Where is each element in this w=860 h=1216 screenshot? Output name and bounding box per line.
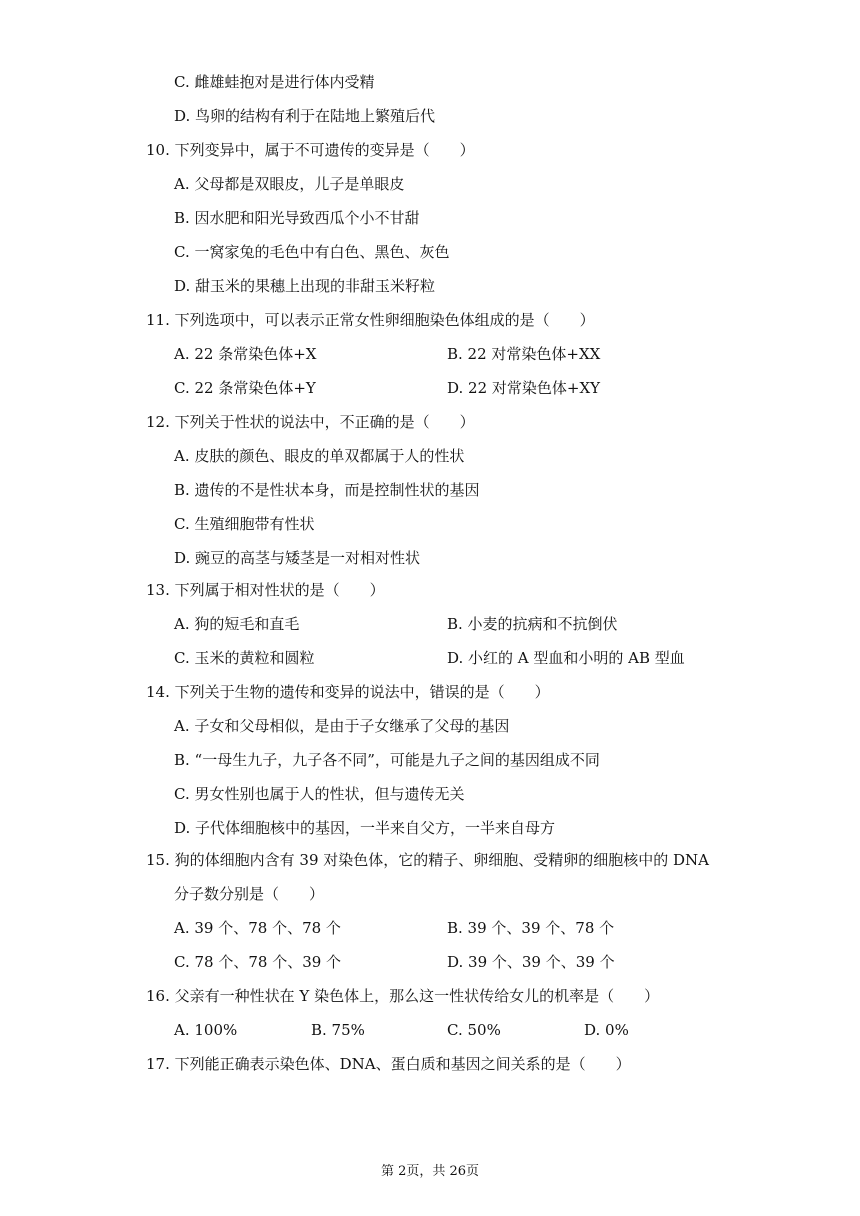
q16-option-c: C. 50%: [447, 1021, 501, 1039]
question-text: 父亲有一种性状在 Y 染色体上，那么这一性状传给女儿的机率是（ ）: [174, 987, 660, 1005]
q15-option-b: B. 39 个、39 个、78 个: [447, 919, 615, 937]
q15-option-d: D. 39 个、39 个、39 个: [447, 953, 615, 971]
q11-option-b: B. 22 对常染色体+XX: [447, 345, 601, 363]
q9-option-c: C. 雌雄蛙抱对是进行体内受精: [174, 73, 375, 91]
question-number: 14.: [146, 683, 170, 701]
q15-option-c: C. 78 个、78 个、39 个: [174, 953, 342, 971]
q11-option-d: D. 22 对常染色体+XY: [447, 379, 601, 397]
q12-option-a: A. 皮肤的颜色、眼皮的单双都属于人的性状: [174, 447, 465, 465]
question-13-stem: [146, 580, 385, 600]
question-text: 下列属于相对性状的是（ ）: [174, 581, 385, 599]
q10-option-d: D. 甜玉米的果穗上出现的非甜玉米籽粒: [174, 277, 436, 295]
q10-option-c: C. 一窝家兔的毛色中有白色、黑色、灰色: [174, 243, 450, 261]
question-number: 17.: [146, 1055, 170, 1073]
question-text: 下列关于生物的遗传和变异的说法中，错误的是（ ）: [174, 683, 550, 701]
q13-option-a: A. 狗的短毛和直毛: [174, 615, 300, 633]
question-12-stem: [146, 412, 475, 432]
q10-option-a: A. 父母都是双眼皮，儿子是单眼皮: [174, 175, 405, 193]
q12-option-c: C. 生殖细胞带有性状: [174, 515, 315, 533]
q11-option-c: C. 22 条常染色体+Y: [174, 379, 316, 397]
question-16-stem: [146, 986, 659, 1006]
q13-option-d: D. 小红的 A 型血和小明的 AB 型血: [447, 649, 685, 667]
question-number: 16.: [146, 987, 170, 1005]
q13-option-b: B. 小麦的抗病和不抗倒伏: [447, 615, 618, 633]
question-text: 狗的体细胞内含有 39 对染色体，它的精子、卵细胞、受精卵的细胞核中的 DNA: [174, 851, 710, 869]
q16-option-b: B. 75%: [311, 1021, 365, 1039]
question-number: 12.: [146, 413, 170, 431]
q16-option-d: D. 0%: [584, 1021, 629, 1039]
question-number: 15.: [146, 851, 170, 869]
q14-option-b: B. “一母生九子，九子各不同”，可能是九子之间的基因组成不同: [174, 751, 600, 769]
q11-option-a: A. 22 条常染色体+X: [174, 345, 317, 363]
q12-option-d: D. 豌豆的高茎与矮茎是一对相对性状: [174, 549, 421, 567]
q14-option-d: D. 子代体细胞核中的基因，一半来自父方，一半来自母方: [174, 819, 556, 837]
q14-option-a: A. 子女和父母相似，是由于子女继承了父母的基因: [174, 717, 510, 735]
q15-option-a: A. 39 个、78 个、78 个: [174, 919, 341, 937]
question-10-stem: [146, 140, 475, 160]
q12-option-b: B. 遗传的不是性状本身，而是控制性状的基因: [174, 481, 480, 499]
question-text: 下列能正确表示染色体、DNA、蛋白质和基因之间关系的是（ ）: [174, 1055, 631, 1073]
q16-option-a: A. 100%: [174, 1021, 238, 1039]
question-14-stem: [146, 682, 550, 702]
q13-option-c: C. 玉米的黄粒和圆粒: [174, 649, 315, 667]
question-text: 下列关于性状的说法中，不正确的是（ ）: [174, 413, 475, 431]
question-15-stem-continued: 分子数分别是（ ）: [174, 885, 325, 903]
question-text: 下列选项中，可以表示正常女性卵细胞染色体组成的是（ ）: [174, 311, 595, 329]
question-11-stem: [146, 310, 595, 330]
q9-option-d: D. 鸟卵的结构有利于在陆地上繁殖后代: [174, 107, 436, 125]
question-number: 13.: [146, 581, 170, 599]
q14-option-c: C. 男女性别也属于人的性状，但与遗传无关: [174, 785, 465, 803]
question-text: 下列变异中，属于不可遗传的变异是（ ）: [174, 141, 475, 159]
q10-option-b: B. 因水肥和阳光导致西瓜个小不甘甜: [174, 209, 420, 227]
question-number: 11.: [146, 311, 170, 329]
question-17-stem: [146, 1054, 631, 1074]
question-15-stem: [146, 850, 709, 870]
page-footer: 第 2页，共 26页: [380, 1164, 480, 1179]
question-number: 10.: [146, 141, 170, 159]
